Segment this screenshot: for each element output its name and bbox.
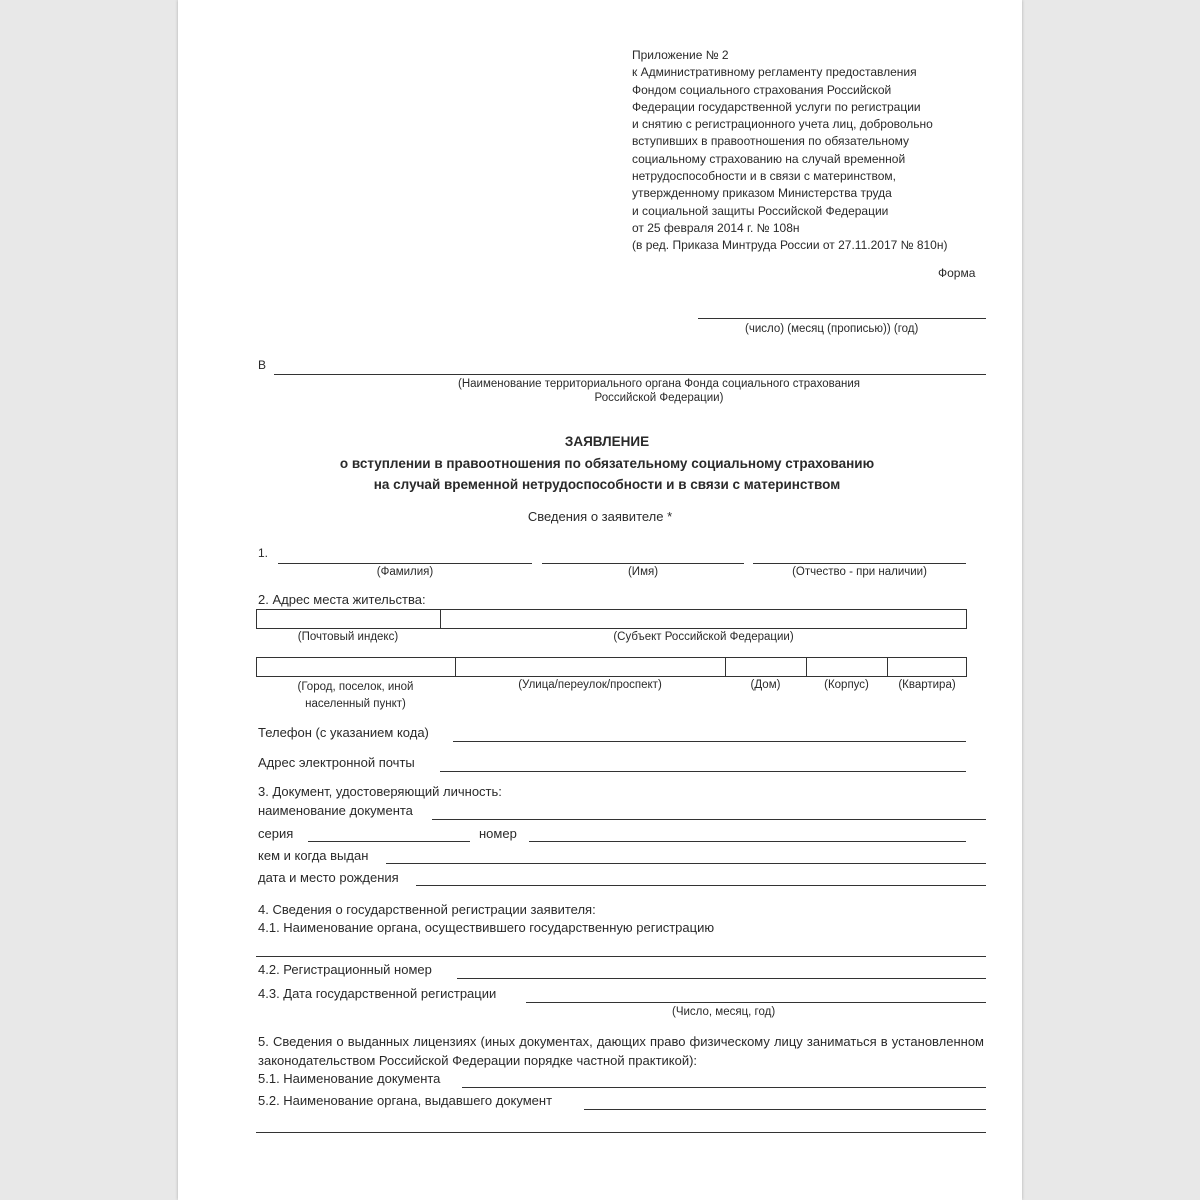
to-prefix: В xyxy=(258,358,267,372)
email-field[interactable] xyxy=(440,771,966,772)
header-line: нетрудоспособности и в связи с материнством, xyxy=(632,169,896,184)
fund-office-caption-line: (Наименование территориального органа Фонда социального страхования xyxy=(458,378,860,390)
address-label: 2. Адрес места жительства: xyxy=(258,592,426,607)
name-field[interactable] xyxy=(542,563,744,564)
surname-caption: (Фамилия) xyxy=(376,566,434,578)
appendix-header xyxy=(632,47,947,255)
issued-field[interactable] xyxy=(386,863,986,864)
fund-office-caption-line: Российской Федерации) xyxy=(594,392,724,404)
surname-field[interactable] xyxy=(278,563,532,564)
licenses-label: 5. Сведения о выданных лицензиях (иных документах, дающих право физическому лицу заниматься в установленном законодательством Российской Федерации порядке частной практикой): xyxy=(258,1034,984,1068)
form-label: Форма xyxy=(938,266,976,280)
title-line: ЗАЯВЛЕНИЕ xyxy=(564,434,650,449)
reg-date-field[interactable] xyxy=(526,1002,986,1003)
doc-name-label: наименование документа xyxy=(258,803,413,818)
license-issuer-field[interactable] xyxy=(584,1109,986,1110)
reg-number-field[interactable] xyxy=(457,978,986,979)
city-caption-line: населенный пункт) xyxy=(305,698,406,710)
name-caption: (Имя) xyxy=(627,566,659,578)
phone-label: Телефон (с указанием кода) xyxy=(258,725,429,740)
reg-date-caption: (Число, месяц, год) xyxy=(672,1006,776,1018)
number-label: номер xyxy=(479,826,517,841)
date-field[interactable] xyxy=(698,318,986,319)
series-label: серия xyxy=(258,826,294,841)
form-page xyxy=(178,0,1022,1200)
reg-number-label: 4.2. Регистрационный номер xyxy=(258,962,432,977)
address-row-1 xyxy=(256,609,967,629)
fund-office-field[interactable] xyxy=(274,374,986,375)
address-row-2 xyxy=(256,657,967,677)
region-caption: (Субъект Российской Федерации) xyxy=(613,631,794,643)
document-label: 3. Документ, удостоверяющий личность: xyxy=(258,784,502,799)
phone-field[interactable] xyxy=(453,741,966,742)
email-label: Адрес электронной почты xyxy=(258,755,415,770)
house-caption: (Дом) xyxy=(750,679,781,691)
number-field[interactable] xyxy=(529,841,966,842)
fund-office-caption xyxy=(274,378,1044,404)
title-line: о вступлении в правоотношения по обязательному социальному страхованию xyxy=(339,455,875,471)
document-title xyxy=(178,431,1036,496)
header-line: Приложение № 2 xyxy=(632,48,729,62)
street-caption: (Улица/переулок/проспект) xyxy=(518,679,662,691)
header-line: и социальной защиты Российской Федерации xyxy=(632,203,889,218)
postcode-caption: (Почтовый индекс) xyxy=(297,631,399,643)
header-line: от 25 февраля 2014 г. № 108н xyxy=(632,220,800,235)
patronymic-field[interactable] xyxy=(753,563,966,564)
date-caption: (число) (месяц (прописью)) (год) xyxy=(745,323,919,335)
header-line: социальному страхованию на случай временной xyxy=(632,151,906,166)
header-line: (в ред. Приказа Минтруда России от 27.11.2017 № 810н) xyxy=(632,238,948,253)
registration-label: 4. Сведения о государственной регистрации заявителя: xyxy=(258,902,596,917)
apartment-caption: (Квартира) xyxy=(898,679,956,691)
header-line: утвержденному приказом Министерства труда xyxy=(632,186,892,201)
title-line: на случай временной нетрудоспособности и в связи с материнством xyxy=(373,477,841,492)
authority-label: 4.1. Наименование органа, осуществившего государственную регистрацию xyxy=(258,920,715,935)
item-number: 1. xyxy=(258,546,269,560)
doc-name-field[interactable] xyxy=(432,819,986,820)
authority-field[interactable] xyxy=(256,956,986,957)
birth-label: дата и место рождения xyxy=(258,870,399,885)
patronymic-caption: (Отчество - при наличии) xyxy=(792,566,927,578)
applicant-subtitle: Сведения о заявителе * xyxy=(527,509,673,524)
license-issuer-label: 5.2. Наименование органа, выдавшего документ xyxy=(258,1093,553,1108)
header-line: к Административному регламенту предоставления xyxy=(632,65,917,80)
building-caption: (Корпус) xyxy=(824,679,869,691)
header-line: Федерации государственной услуги по регистрации xyxy=(632,99,921,114)
license-doc-field[interactable] xyxy=(462,1087,986,1088)
header-line: и снятию с регистрационного учета лиц, добровольно xyxy=(632,117,933,132)
series-field[interactable] xyxy=(308,841,470,842)
birth-field[interactable] xyxy=(416,885,986,886)
city-caption xyxy=(256,679,455,713)
issued-label: кем и когда выдан xyxy=(258,848,369,863)
city-caption-line: (Город, поселок, иной xyxy=(297,681,414,693)
header-line: Фондом социального страхования Российской xyxy=(632,82,892,97)
license-doc-label: 5.1. Наименование документа xyxy=(258,1071,441,1086)
license-issuer-field-continued[interactable] xyxy=(256,1132,986,1133)
header-line: вступивших в правоотношения по обязательному xyxy=(632,134,910,149)
reg-date-label: 4.3. Дата государственной регистрации xyxy=(258,986,497,1001)
